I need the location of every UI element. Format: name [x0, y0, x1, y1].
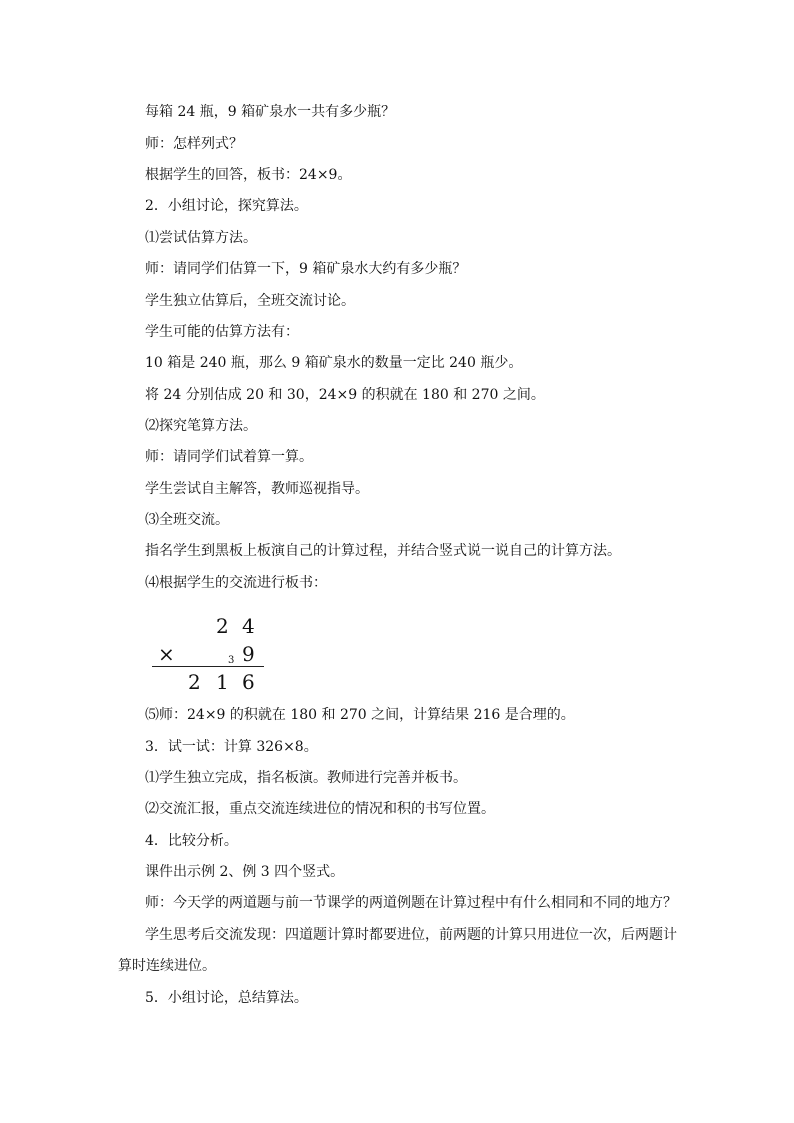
- sum-line: [152, 666, 264, 667]
- text-line: 师：怎样列式？: [145, 136, 243, 152]
- text-line: ⑵探究笔算方法。: [145, 418, 257, 434]
- multiply-sign: ×: [158, 642, 175, 666]
- text-line: 指名学生到黑板上板演自己的计算过程，并结合竖式说一说自己的计算方法。: [145, 543, 621, 559]
- text-line: ⑷根据学生的交流进行板书：: [145, 575, 327, 591]
- text-line: 师：请同学们试着算一算。: [145, 449, 313, 465]
- text-line: 算时连续进位。: [118, 958, 216, 974]
- text-line: 将 24 分别估成 20 和 30，24×9 的积就在 180 和 270 之间。: [145, 387, 545, 403]
- section-heading: 4．比较分析。: [145, 833, 238, 849]
- text-line: 10 箱是 240 瓶，那么 9 箱矿泉水的数量一定比 240 瓶少。: [145, 355, 523, 371]
- section-heading: 2．小组讨论，探究算法。: [145, 198, 308, 214]
- multiplicand-digit: 4: [242, 614, 255, 638]
- text-line: 学生可能的估算方法有：: [145, 324, 299, 340]
- text-line: ⑶全班交流。: [145, 512, 229, 528]
- section-heading: 3．试一试：计算 326×8。: [145, 739, 318, 755]
- text-line: 学生尝试自主解答，教师巡视指导。: [145, 481, 369, 497]
- text-line: ⑸师：24×9 的积就在 180 和 270 之间，计算结果 216 是合理的。: [145, 707, 575, 723]
- carry-digit: 3: [228, 655, 235, 666]
- text-line: 课件出示例 2、例 3 四个竖式。: [145, 864, 345, 880]
- text-line: 每箱 24 瓶，9 箱矿泉水一共有多少瓶？: [145, 104, 396, 120]
- vertical-multiplication: [150, 612, 270, 702]
- multiplier-digit: 9: [242, 642, 255, 666]
- multiplicand-digit: 2: [216, 614, 229, 638]
- text-line: 师：今天学的两道题与前一节课学的两道例题在计算过程中有什么相同和不同的地方？: [145, 895, 677, 911]
- product-digit: 2: [188, 670, 201, 694]
- text-line: 根据学生的回答，板书：24×9。: [145, 167, 352, 183]
- text-line: 学生思考后交流发现：四道题计算时都要进位，前两题的计算只用进位一次，后两题计: [145, 927, 677, 943]
- product-digit: 1: [216, 670, 229, 694]
- text-line: 师：请同学们估算一下，9 箱矿泉水大约有多少瓶？: [145, 261, 467, 277]
- text-line: ⑴学生独立完成，指名板演。教师进行完善并板书。: [145, 770, 467, 786]
- text-line: 学生独立估算后，全班交流讨论。: [145, 293, 355, 309]
- text-line: ⑴尝试估算方法。: [145, 230, 257, 246]
- text-line: ⑵交流汇报，重点交流连续进位的情况和积的书写位置。: [145, 801, 495, 817]
- product-digit: 6: [242, 670, 255, 694]
- section-heading: 5．小组讨论，总结算法。: [145, 990, 308, 1006]
